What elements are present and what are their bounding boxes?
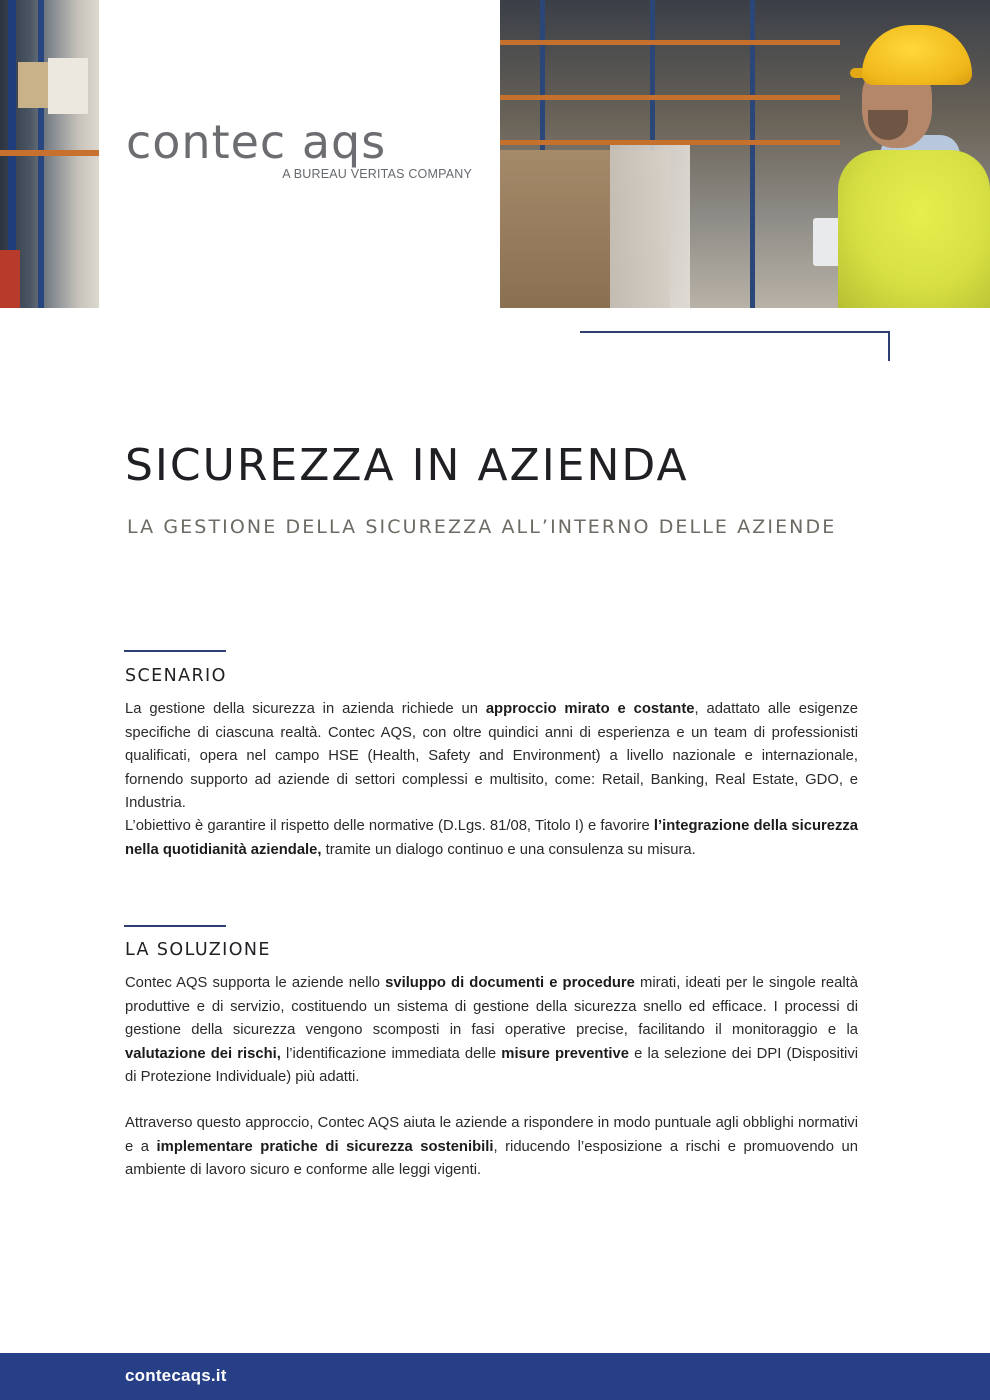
website-link[interactable]: contecaqs.it xyxy=(125,1366,227,1385)
section-divider xyxy=(124,925,226,927)
decorative-bracket-corner xyxy=(888,331,890,361)
company-logo: contec aqs xyxy=(126,115,387,169)
section-divider xyxy=(124,650,226,652)
soluzione-paragraph-2: Attraverso questo approccio, Contec AQS aiuta le aziende a rispondere in modo puntuale agli obblighi normativi e a implementare pratiche di sicurezza sostenibili, riducendo l’esposizione a rischi e promuovendo un ambiente di lavoro sicuro e conforme alle leggi vigenti. xyxy=(125,1115,859,1178)
section-title-scenario: SCENARIO xyxy=(125,666,227,686)
hard-hat-icon xyxy=(862,25,972,85)
page-subtitle: LA GESTIONE DELLA SICUREZZA ALL’INTERNO DELLE AZIENDE xyxy=(127,516,837,538)
header xyxy=(0,0,990,308)
footer-bar xyxy=(0,1353,990,1400)
warehouse-worker-photo xyxy=(500,0,990,308)
scenario-paragraph-2: L’obiettivo è garantire il rispetto delle normative (D.Lgs. 81/08, Titolo I) e favorire l’integrazione della sicurezza nella quotidianità aziendale, tramite un dialogo continuo e una consulenza su misura. xyxy=(125,818,858,858)
soluzione-paragraph-1: Contec AQS supporta le aziende nello sviluppo di documenti e procedure mirati, ideati per le singole realtà produttive e di servizio, costituendo un sistema di gestione della sicurezza snello ed efficace. I processi di gestione della sicurezza vengono scomposti in fasi operative precise, facilitando il monitoraggio e la valutazione dei rischi, l’identificazione immediata delle misure preventive e la selezione dei DPI (Dispositivi di Protezione Individuale) più adatti. xyxy=(125,975,859,1085)
logo-panel xyxy=(99,0,500,308)
page-title: SICUREZZA IN AZIENDA xyxy=(125,440,689,491)
logo-tagline: A BUREAU VERITAS COMPANY xyxy=(282,167,472,181)
warehouse-photo-left xyxy=(0,0,99,308)
decorative-bracket xyxy=(580,331,890,333)
scenario-paragraph-1: La gestione della sicurezza in azienda richiede un approccio mirato e costante, adattato alle esigenze specifiche di ciascuna realtà. Contec AQS, con oltre quindici anni di esperienza e un team di professionisti qualificati, opera nel campo HSE (Health, Safety and Environment) a livello nazionale e internazionale, fornendo supporto ad aziende di settori complessi e multisito, come: Retail, Banking, Real Estate, GDO, e Industria. xyxy=(125,701,858,811)
section-title-soluzione: LA SOLUZIONE xyxy=(125,940,271,960)
